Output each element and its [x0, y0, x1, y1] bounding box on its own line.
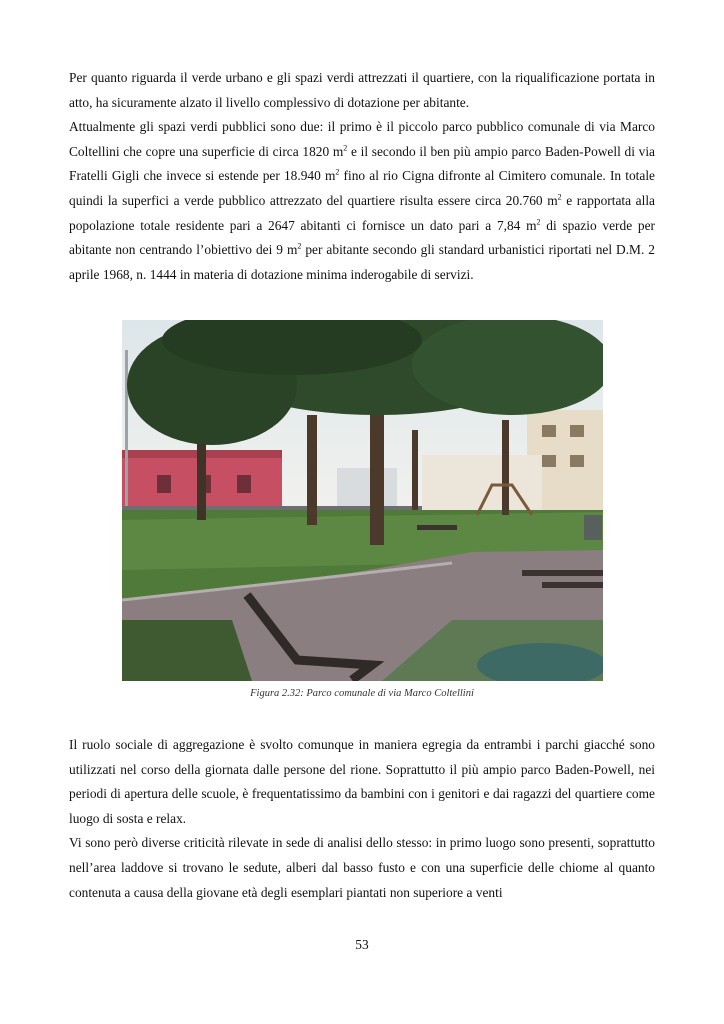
paragraph [69, 66, 655, 115]
text-run: Attualmente gli spazi verdi pubblici sono due: il primo è il piccolo parco pubblico comunale di via Marco Coltellini che copre una superficie di circa 1820 m [69, 119, 655, 159]
park-photo [122, 320, 603, 681]
text-run: Vi sono però diverse criticità rilevate in sede di analisi dello stesso: in primo luogo sono presenti, soprattutto nell’area laddove si trovano le sedute, alberi dal basso fusto e con una superficie delle chiome al quanto contenuta a causa della giovane età degli esemplari piantati non superiore a venti [69, 835, 655, 900]
text-run: Per quanto riguarda il verde urbano e gli spazi verdi attrezzati il quartiere, con la riqualificazione portata in atto, ha sicuramente alzato il livello complessivo di dotazione per abitante. [69, 70, 655, 110]
text-run: e il secondo il ben più ampio parco Baden-Powell di via Fratelli Gigli che invece si estende per 18.940 m [69, 143, 655, 184]
superscript: 2 [297, 241, 302, 251]
page-number: 53 [355, 937, 369, 952]
text-run: di spazio verde per abitante non centrando l’obiettivo dei 9 m [69, 217, 655, 258]
text-run: e rapportata alla popolazione totale residente pari a 2647 abitanti ci fornisce un dato pari a 7,84 m [69, 192, 656, 233]
figure-caption: Figura 2.32: Parco comunale di via Marco Coltellini [250, 688, 474, 699]
superscript: 2 [536, 217, 541, 227]
paragraph [69, 831, 655, 905]
text-run: Il ruolo sociale di aggregazione è svolto comunque in maniera egregia da entrambi i parchi giacché sono utilizzati nel corso della giornata dalle persone del rione. Soprattutto il più ampio parco Baden-Powell, nei periodi di apertura delle scuole, è frequentatissimo da bambini con i genitori e dai ragazzi del quartiere come luogo di sosta e relax. [69, 737, 655, 826]
paragraph [69, 115, 655, 287]
text-run: fino al rio Cigna difronte al Cimitero comunale. In totale quindi la superfici a verde pubblico attrezzato del quartiere risulta essere circa 20.760 m [69, 168, 655, 208]
paragraph [69, 733, 655, 831]
text-block-top [69, 66, 655, 287]
text-run: per abitante secondo gli standard urbanistici riportati nel D.M. 2 aprile 1968, n. 1444 in materia di dotazione minima inderogabile di servizi. [69, 242, 655, 282]
text-block-bottom [69, 733, 655, 905]
superscript: 2 [335, 167, 340, 177]
superscript: 2 [343, 143, 348, 153]
superscript: 2 [557, 192, 562, 202]
